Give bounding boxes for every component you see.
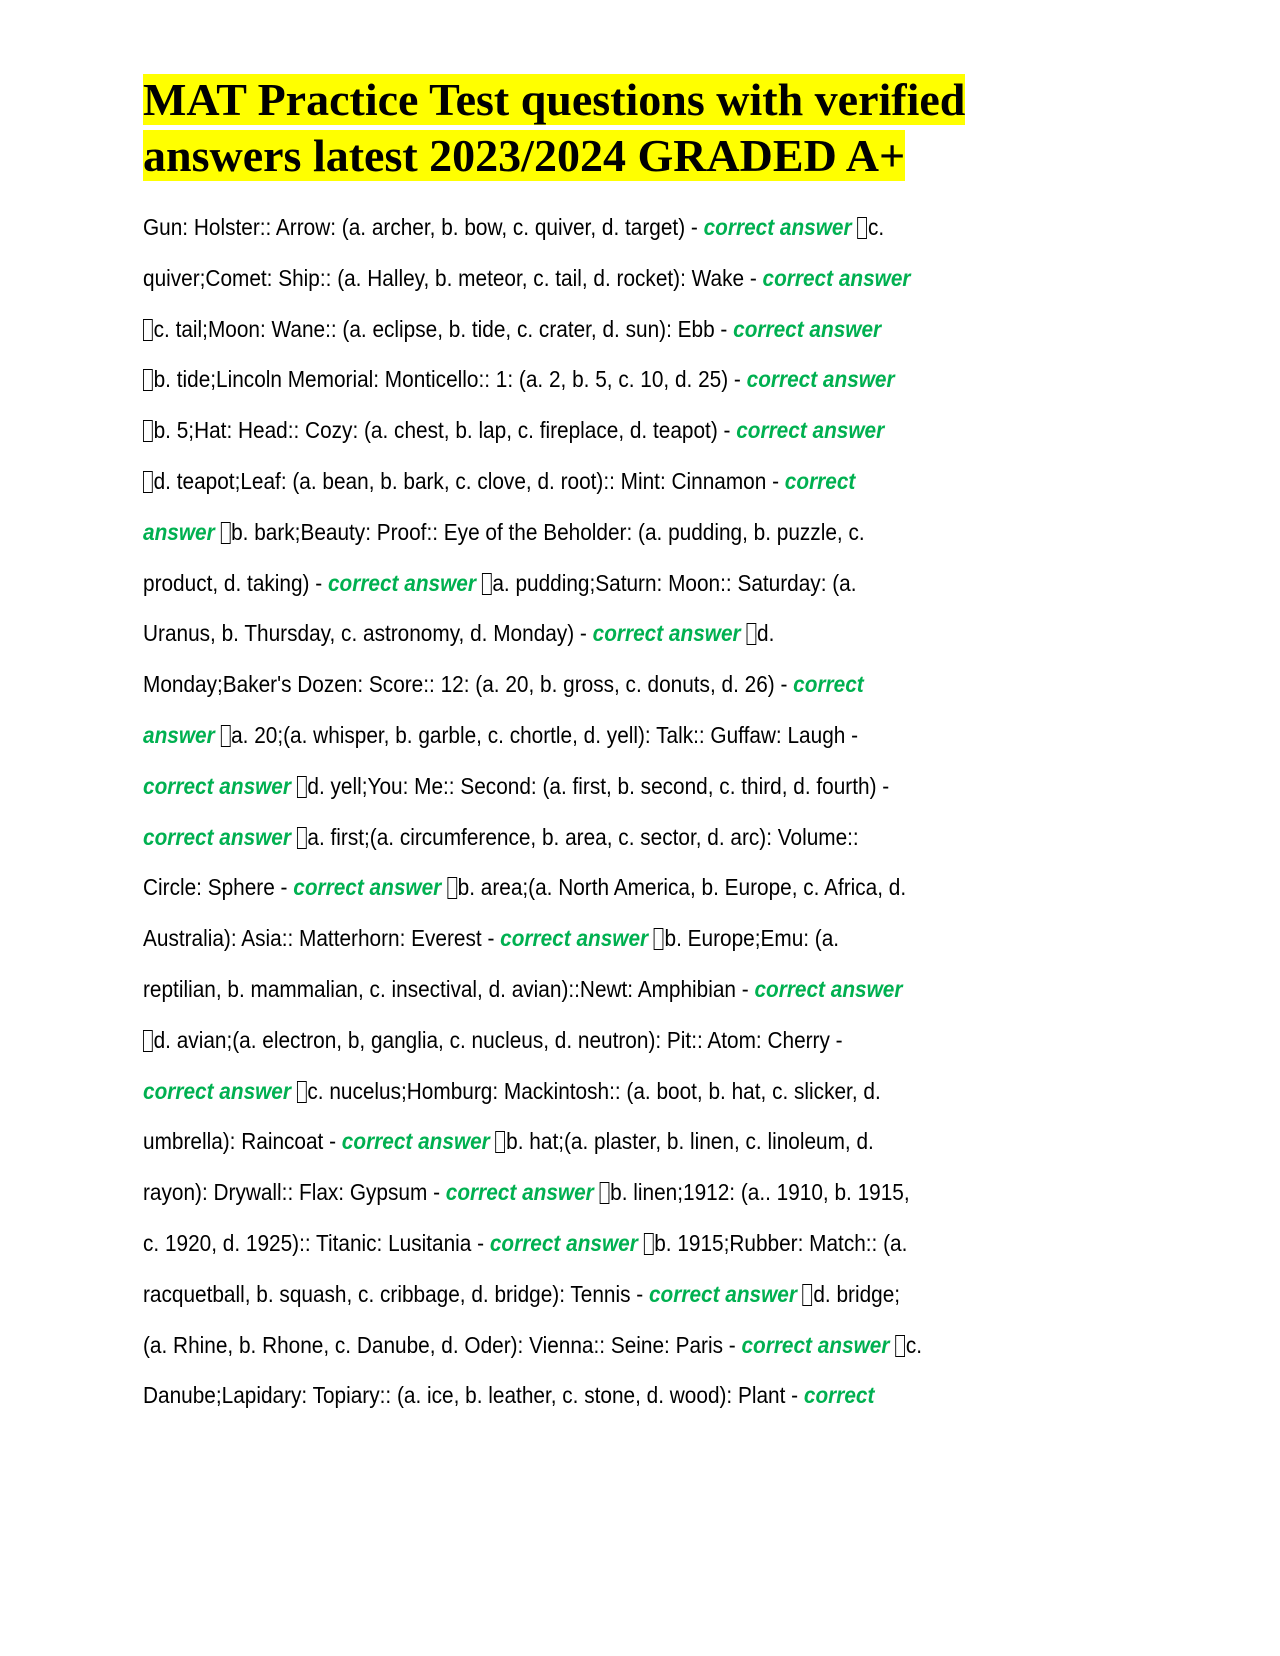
text-line [143, 862, 1028, 913]
missing-glyph-icon [143, 1030, 153, 1052]
text-line [143, 1370, 1028, 1421]
missing-glyph-icon [220, 725, 230, 747]
correct-answer-label: correct answer [746, 366, 895, 393]
question-text: c. [867, 214, 885, 240]
question-text: a. pudding;Saturn: Moon:: Saturday: (a. [492, 569, 857, 596]
correct-answer-label: correct answer [762, 264, 911, 291]
question-text: (a. Rhine, b. Rhone, c. Danube, d. Oder): Vienna:: Seine: Paris - [143, 1331, 742, 1358]
missing-glyph-icon [654, 928, 664, 950]
text-line [143, 405, 1028, 456]
question-text: b. 1915;Rubber: Match:: (a. [654, 1229, 908, 1256]
missing-glyph-icon [482, 573, 492, 595]
correct-answer-label: correct [793, 671, 864, 698]
correct-answer-label: correct answer [733, 315, 882, 342]
correct-answer-label: correct answer [741, 1331, 890, 1358]
missing-glyph-icon [297, 776, 307, 798]
question-text: d. bridge; [813, 1280, 901, 1307]
question-text: d. yell;You: Me:: Second: (a. first, b. second, c. third, d. fourth) - [307, 772, 890, 799]
question-text: Danube;Lapidary: Topiary:: (a. ice, b. leather, c. stone, d. wood): Plant - [143, 1382, 804, 1409]
text-line [143, 354, 1028, 405]
question-text: b. Europe;Emu: (a. [664, 925, 840, 952]
question-text: d. [757, 620, 775, 647]
question-text: b. linen;1912: (a.. 1910, b. 1915, [610, 1179, 910, 1206]
correct-answer-label: correct answer [648, 1280, 797, 1307]
question-text: umbrella): Raincoat - [143, 1128, 342, 1155]
missing-glyph-icon [143, 319, 153, 341]
question-text: b. area;(a. North America, b. Europe, c. Africa, d. [457, 874, 907, 901]
correct-answer-label: correct answer [500, 925, 649, 952]
missing-glyph-icon [803, 1284, 813, 1306]
missing-glyph-icon [447, 877, 457, 899]
question-text: a. 20;(a. whisper, b. garble, c. chortle, d. yell): Talk:: Guffaw: Laugh - [231, 721, 859, 748]
question-text: b. 5;Hat: Head:: Cozy: (a. chest, b. lap, c. fireplace, d. teapot) - [153, 417, 737, 444]
missing-glyph-icon [600, 1182, 610, 1204]
text-line [143, 456, 1028, 507]
question-text: c. [905, 1331, 923, 1358]
text-line [143, 1015, 1028, 1066]
question-text: product, d. taking) - [143, 569, 328, 596]
missing-glyph-icon [143, 369, 153, 391]
text-line [143, 1218, 1028, 1269]
question-text: rayon): Drywall:: Flax: Gypsum - [143, 1179, 446, 1206]
correct-answer-label: correct [803, 1382, 875, 1409]
text-line [143, 710, 1028, 761]
question-text: c. nucelus;Homburg: Mackintosh:: (a. boot, b. hat, c. slicker, d. [307, 1077, 881, 1104]
question-text: Gun: Holster:: Arrow: (a. archer, b. bow, c. quiver, d. target) - [143, 214, 704, 240]
correct-answer-label: correct answer [293, 874, 442, 901]
missing-glyph-icon [895, 1335, 905, 1357]
text-line [143, 761, 1028, 812]
question-text: Australia): Asia:: Matterhorn: Everest - [143, 925, 501, 952]
correct-answer-label: correct answer [592, 620, 741, 647]
document-body [143, 202, 1143, 1421]
question-text: reptilian, b. mammalian, c. insectival, d. avian)::Newt: Amphibian - [143, 975, 755, 1002]
missing-glyph-icon [297, 827, 307, 849]
correct-answer-label: correct answer [736, 417, 885, 444]
text-line [143, 1066, 1028, 1117]
correct-answer-label: correct answer [143, 772, 291, 799]
missing-glyph-icon [143, 420, 153, 442]
missing-glyph-icon [143, 471, 153, 493]
question-text: a. first;(a. circumference, b. area, c. sector, d. arc): Volume:: [307, 823, 859, 850]
question-text: c. 1920, d. 1925):: Titanic: Lusitania - [143, 1229, 490, 1256]
correct-answer-label: correct answer [445, 1179, 594, 1206]
document-title [143, 72, 1083, 184]
question-text: Uranus, b. Thursday, c. astronomy, d. Monday) - [143, 620, 593, 647]
question-text: racquetball, b. squash, c. cribbage, d. bridge): Tennis - [143, 1280, 649, 1307]
question-text: b. bark;Beauty: Proof:: Eye of the Beholder: (a. pudding, b. puzzle, c. [231, 518, 865, 545]
missing-glyph-icon [496, 1131, 506, 1153]
question-text: quiver;Comet: Ship:: (a. Halley, b. meteor, c. tail, d. rocket): Wake - [143, 264, 763, 291]
text-line [143, 913, 1028, 964]
correct-answer-label: correct answer [327, 569, 476, 596]
text-line [143, 558, 1028, 609]
correct-answer-label: correct answer [143, 823, 291, 850]
correct-answer-label: correct [784, 467, 856, 494]
correct-answer-label: correct answer [341, 1128, 490, 1155]
question-text: d. avian;(a. electron, b, ganglia, c. nucleus, d. neutron): Pit:: Atom: Cherry - [153, 1026, 843, 1053]
text-line [143, 507, 1028, 558]
question-text: b. hat;(a. plaster, b. linen, c. linoleum, d. [506, 1128, 874, 1155]
correct-answer-label: correct answer [489, 1229, 638, 1256]
question-text: d. teapot;Leaf: (a. bean, b. bark, c. clove, d. root):: Mint: Cinnamon - [153, 467, 785, 494]
missing-glyph-icon [644, 1233, 654, 1255]
correct-answer-label: correct answer [703, 214, 852, 240]
question-text: Circle: Sphere - [143, 874, 294, 901]
missing-glyph-icon [746, 623, 756, 645]
question-text: Monday;Baker's Dozen: Score:: 12: (a. 20, b. gross, c. donuts, d. 26) - [143, 671, 794, 698]
correct-answer-label: answer [143, 518, 215, 545]
missing-glyph-icon [857, 217, 867, 239]
text-line [143, 608, 1028, 659]
question-text: c. tail;Moon: Wane:: (a. eclipse, b. tide, c. crater, d. sun): Ebb - [153, 315, 734, 342]
text-line [143, 1269, 1028, 1320]
text-line [143, 812, 1028, 863]
text-line [143, 659, 1028, 710]
text-line [143, 1116, 1028, 1167]
correct-answer-label: correct answer [143, 1077, 291, 1104]
correct-answer-label: correct answer [754, 975, 903, 1002]
text-line [143, 964, 1028, 1015]
title-highlight: MAT Practice Test questions with verified answers latest 2023/2024 GRADED A+ [143, 74, 966, 181]
question-text: b. tide;Lincoln Memorial: Monticello:: 1: (a. 2, b. 5, c. 10, d. 25) - [153, 366, 747, 393]
text-line [143, 253, 1028, 304]
text-line [143, 304, 1028, 355]
text-line [143, 1167, 1028, 1218]
correct-answer-label: answer [143, 721, 215, 748]
missing-glyph-icon [297, 1081, 307, 1103]
missing-glyph-icon [220, 522, 230, 544]
text-line [143, 202, 1028, 253]
text-line [143, 1320, 1028, 1371]
